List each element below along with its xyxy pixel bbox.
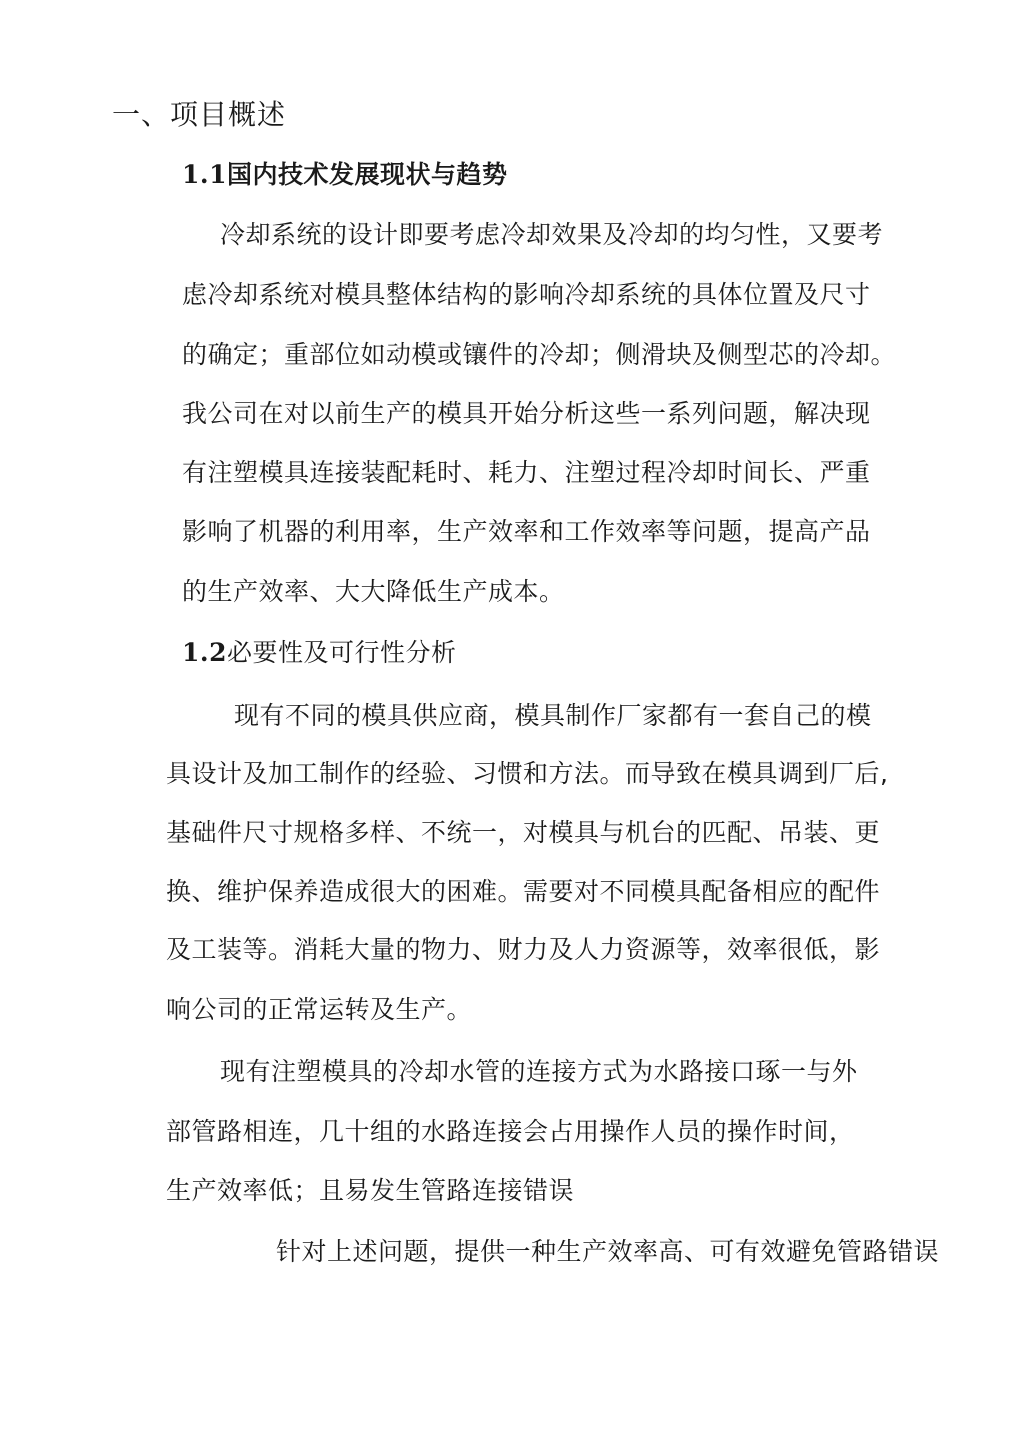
paragraph-line: 现有注塑模具的冷却水管的连接方式为水路接口琢一与外: [220, 1057, 858, 1086]
subsection-title: 国内技术发展现状与趋势: [227, 160, 508, 189]
subsection-heading-1-1: [182, 158, 508, 192]
paragraph-line: 的确定；重部位如动模或镶件的冷却；侧滑块及侧型芯的冷却。: [182, 340, 897, 369]
paragraph-line: 响公司的正常运转及生产。: [166, 995, 473, 1024]
paragraph-line: 及工装等。消耗大量的物力、财力及人力资源等，效率很低，影: [166, 935, 881, 964]
paragraph-line: 换、维护保养造成很大的困难。需要对不同模具配备相应的配件: [166, 877, 881, 906]
paragraph-line: 生产效率低；且易发生管路连接错误: [166, 1176, 575, 1205]
paragraph-line: 的生产效率、大大降低生产成本。: [182, 577, 565, 606]
subsection-number: 1.2: [182, 638, 227, 667]
subsection-number: 1.1: [182, 160, 227, 189]
paragraph-line: 冷却系统的设计即要考虑冷却效果及冷却的均匀性，又要考: [220, 220, 884, 249]
paragraph-line: 部管路相连，几十组的水路连接会占用操作人员的操作时间，: [166, 1117, 855, 1146]
paragraph-line: 基础件尺寸规格多样、不统一，对模具与机台的匹配、吊装、更: [166, 818, 881, 847]
paragraph-line: 有注塑模具连接装配耗时、耗力、注塑过程冷却时间长、严重: [182, 458, 871, 487]
paragraph-line: 针对上述问题，提供一种生产效率高、可有效避免管路错误: [276, 1237, 940, 1266]
section-title: 一、项目概述: [112, 98, 287, 131]
paragraph-line: 具设计及加工制作的经验、习惯和方法。而导致在模具调到厂后,: [166, 759, 889, 788]
paragraph-line: 我公司在对以前生产的模具开始分析这些一系列问题，解决现: [182, 399, 871, 428]
paragraph-line: 虑冷却系统对模具整体结构的影响冷却系统的具体位置及尺寸: [182, 280, 871, 309]
subsection-heading-1-2: [182, 636, 457, 670]
paragraph-line: 现有不同的模具供应商，模具制作厂家都有一套自己的模: [234, 701, 872, 730]
subsection-title: 必要性及可行性分析: [227, 638, 457, 667]
paragraph-line: 影响了机器的利用率，生产效率和工作效率等问题，提高产品: [182, 517, 871, 546]
